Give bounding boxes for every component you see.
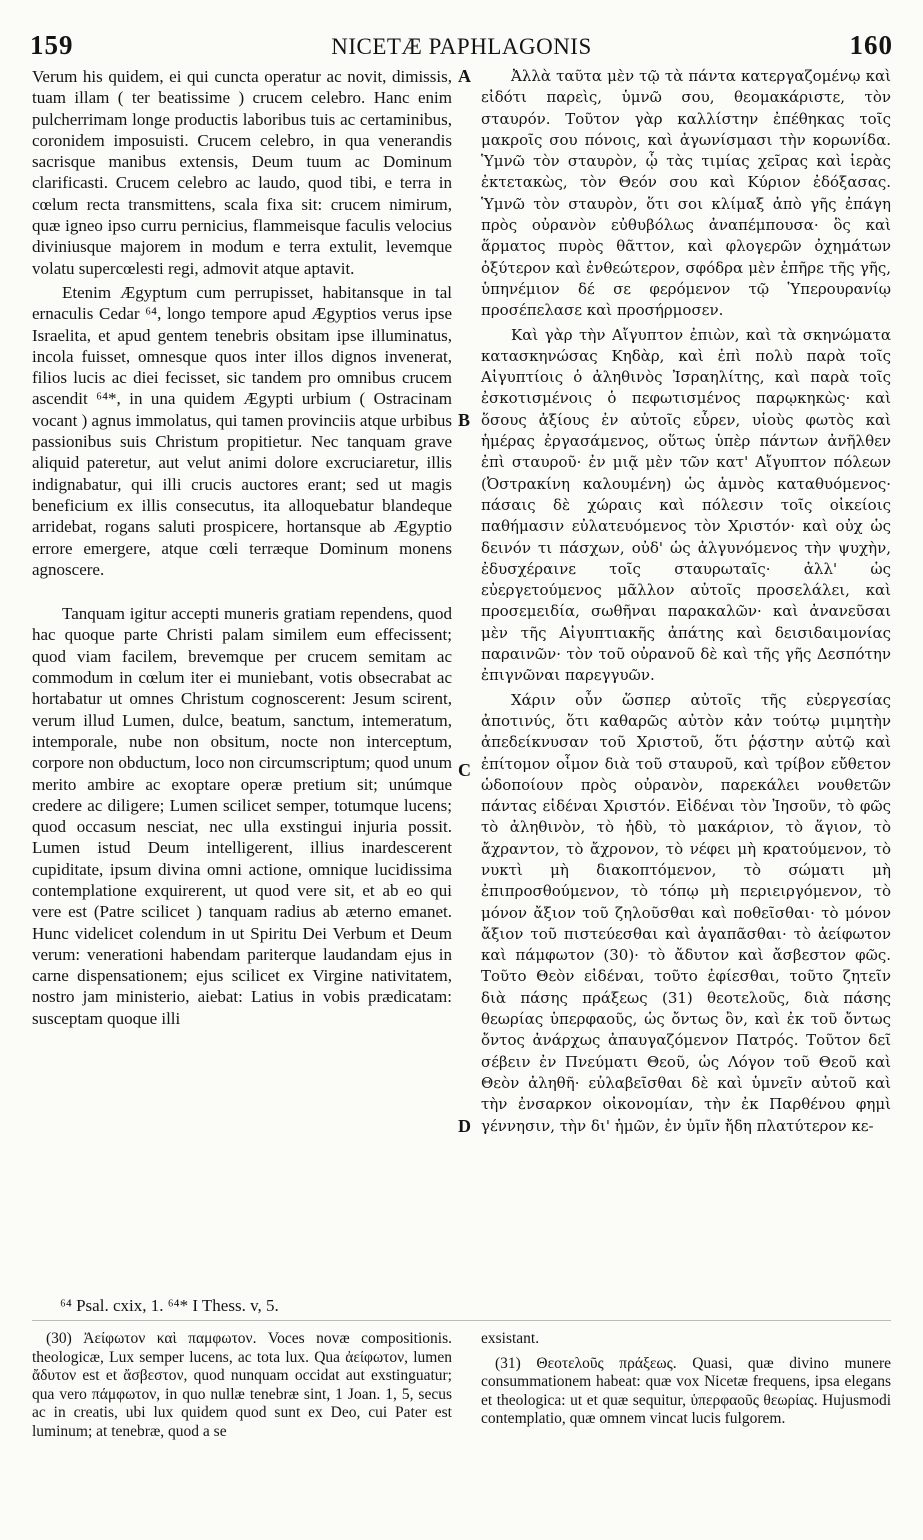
greek-paragraph-3: Χάριν οὖν ὥσπερ αὐτοῖς τῆς εὐεργεσίας ἀποτινύς, ὅτι καθαρῶς αὐτὸν κἀν τούτῳ μιμητὴν ἀπεδείκνυσαν τοῦ Χριστοῦ, ὅτι ῥᾴστην αὐτῷ καὶ ἐπίτομον οἶμον διὰ τοῦ σταυροῦ, καὶ τρίβον εὔθετον ὡδοποίουν πρὸς οὐρανὸν, παρεκάλει νουθετῶν πάντας εἰδέναι Χριστόν. Εἰδέναι τὸν Ἰησοῦν, τὸ φῶς τὸ ἀληθινὸν, τὸ ἡδὺ, τὸ μακάριον, τὸ ἅγιον, τὸ ἄχραντον, τὸ ἄχρονον, τὸ νέφει μὴ κρατούμενον, τὸ νυκτὶ μὴ διακοπτόμενον, τὸ σώματι μὴ ἐπιπροσθούμενον, τὸ τόπῳ μὴ περιειργόμενον, τὸ μόνον ἄξιον τοῦ ζηλοῦσθαι καὶ ποθεῖσθαι· τὸ μόνον ἄξιον τοῦ πιστεύεσθαι καὶ ἀγαπᾶσθαι· τὸ ἀείφωτον καὶ πάμφωτον (30)· τὸ ἄδυτον καὶ ἄσβεστον φῶς. Τοῦτο Θεὸν εἰδέναι, τοῦτο ἐφίεσθαι, τοῦτο ζητεῖν διὰ πάσης πράξεως (31) θεοτελοῦς, διὰ πάσης θεωρίας ὑπερφαοῦς, ὡς ὄντως ὂν, καὶ ἐκ τοῦ ὄντως ὄντος ἀνάρχως ἀπαυγαζόμενον Πατρός. Τοῦτον δεῖ σέβειν ἐν Πνεύματι Θεοῦ, ὡς Λόγον τοῦ Θεοῦ καὶ Θεὸν ἀληθῆ· εὐλαβεῖσθαι δὲ καὶ ὑμνεῖν αὐτοῦ καὶ τὴν ἐνσαρκον οἰκονομίαν, τὴν ἐκ Παρθένου φημὶ γέννησιν, τὴν δι' ἡμῶν, ἐν ὑμῖν ἤδη πλατύτερον κε- (481, 690, 891, 1135)
paragraph-gap (32, 583, 452, 603)
footnote-divider (32, 1320, 891, 1321)
greek-column (481, 66, 891, 1140)
notes-left-column (32, 1330, 452, 1441)
bible-references: ⁶⁴ Psal. cxix, 1. ⁶⁴* I Thess. v, 5. (60, 1296, 279, 1315)
note-30: (30) Ἀείφωτον καὶ παμφωτον. Voces novæ compositionis. theologicæ, Lux semper lucens, ac tota lux. Qua ἀείφωτον, lumen ἄδυτον est et ἄσβεστον, quod nunquam occidat aut exstinguatur; qua vero πάμφωτον, in quo nullæ tenebræ sint, 1 Joan. 1, 5, secus ac in creatis, ubi lux quidem quod sunt ex Deo, cui Pater est luminum; at tenebræ, quod a se (32, 1330, 452, 1440)
section-marker-d: D (458, 1116, 471, 1136)
page-number-left: 159 (30, 30, 74, 60)
latin-paragraph-3: Tanquam igitur accepti muneris gratiam rependens, quod hac quoque parte Christi palam similem eum effecissent; quod viam facilem, brevemque per crucem semitam ac commodum in cœlum iter ei muniebant, votis obsecrabat ac hortabatur ut omnes Christum cognoscerent: Jesum scirent, verum illud Lumen, dulce, beatum, sanctum, intemeratum, intemporale, nube non obsitum, nocte non interceptum, corpore non obductum, loco non circumscriptum; quod unum merito ambire ac exoptare operæ pretium sit; unúmque credere ac diligere; Lumen scilicet semper, totumque lucens; quod occasum nesciat, nec ulla exstingui injuria possit. Lumen istud Deum intelligerent, illius inardescerent cupiditate, ipsum divina omni actione, omnique lucidissima contemplatione exquirerent, ut quod vere sit, et ab eo qui vere est (Patre scilicet ) tanquam radius ab æterno emanet. Hunc videlicet colendum in ut Spiritu Dei Verbum et Deum verum: venerationi habendam pariterque laudandam ejus in carne dispensationem; ejus scilicet ex Virgine nativitatem, nostro jam ministerio, aiebat: Latius in vobis prædicatam: susceptam quoque illi (32, 604, 452, 1028)
latin-paragraph-1: Verum his quidem, ei qui cuncta operatur ac novit, dimissis, tuam illam ( ter beatissime ) crucem celebro. Hanc enim pulcherrimam longe productis laboribus tuis ac certaminibus, coronidem imposuisti. Crucem celebro, in qua venerandis sacrisque manibus extensis, Deum tuum ac Dominum clarificasti. Crucem celebro ac laudo, quod tibi, e terra in cœlum recta transmittens, scala fixa sit: crucem nimirum, quæ igneo ipso curru pernicius, flammeisque faculis velocius diviniusque majorem in modum e terra extulit, levemque volatu supercœlesti regi, admovit atque aptavit. (32, 67, 452, 278)
notes-right-column (481, 1330, 891, 1429)
section-marker-a: A (458, 66, 471, 86)
running-title: NICETÆ PAPHLAGONIS (331, 34, 592, 59)
page-header (30, 30, 893, 64)
note-continuation: exsistant. (481, 1330, 540, 1347)
page-number-right: 160 (849, 30, 893, 60)
greek-paragraph-2: Καὶ γὰρ τὴν Αἴγυπτον ἐπιὼν, καὶ τὰ σκηνώματα κατασκηνώσας Κηδὰρ, καὶ ἐπὶ πολὺ παρὰ τοῖς Αἰγυπτίοις ὁ ἀληθινὸς Ἰσραηλίτης, καὶ παρὰ τοῖς ἐσκοτισμένοις ὁ πεφωτισμένος παρῳκηκὼς· καὶ ὅσους ἀξίους ἐν αὐτοῖς εὗρεν, υἱοὺς φωτὸς καὶ ἡμέρας ἐργασάμενος, οὕτως ὑπὲρ πάντων ἀνῆλθεν ἐπὶ σταυροῦ· ἐν μιᾷ μὲν τῶν κατ' Αἴγυπτον πόλεων (Ὀστρακίνη καλουμένη) ὡς ἀμνὸς καταθυόμενος· πάσαις δὲ χώραις καὶ πόλεσιν τοῖς οἰκείοις παθήμασιν εὐλατευόμενος τὸν Χριστόν· καὶ οὐχ ὡς δεινόν τι πάσχων, οὐδ' ὡς ἀλγυνόμενος τὴν ψυχὴν, ἐδυσχέραινε τοῖς σταυρωταῖς· ἀλλ' ὡς εὐεργετούμενος μᾶλλον αὐτοῖς προσελάλει, καὶ προσεμειδία, σωθῆναι παρακαλῶν· καὶ ἀνανεῦσαι μὲν τῆς Αἰγυπτιακῆς ἀπάτης καὶ δεισιδαιμονίας παραινῶν· τὸν τοῦ οὐρανοῦ δὲ καὶ τῆς γῆς Δεσπότην ἐπιγνῶναι παρεγγυῶν. (481, 325, 891, 685)
section-marker-c: C (458, 760, 471, 780)
latin-column (32, 66, 452, 1032)
greek-paragraph-1: Ἀλλὰ ταῦτα μὲν τῷ τὰ πάντα κατεργαζομένῳ καὶ εἰδότι παρεὶς, ὑμνῶ σου, θεομακάριστε, τὸν σταυρόν. Τοῦτον γὰρ καλλίστην ἐπέθηκας τοῖς μακροῖς σου πόνοις, καὶ ἀγωνίσμασι τὴν κορωνίδα. Ὑμνῶ τὸν σταυρὸν, ᾧ τὰς τιμίας χεῖρας καὶ ἱερὰς ἐκτετακὼς, τὸν Θεόν σου καὶ Κύριον ἐδόξασας. Ὑμνῶ τὸν σταυρὸν, ὅτι σοι κλίμαξ ἀπὸ γῆς ἐπάγη πρὸς οὐρανὸν εὐθυβόλως ἀναπέμπουσα· ὃς καὶ ἅρματος πυρὸς θᾶττον, καὶ φλογερῶν ὀχημάτων ὀξύτερον καὶ ἐνθεώτερον, σφόδρα μὲν ἐπῆρε τῆς γῆς, ὑπηνέμιον δέ σε φερόμενον τῷ Ὑπερουρανίῳ προσέπελασε καὶ προσήρμοσεν. (481, 67, 891, 320)
note-31: (31) Θεοτελοῦς πράξεως. Quasi, quæ divino munere consummationem habeat: quæ vox Nicetæ frequens, ipsa elegans et theologica: ut et quæ sequitur, ὑπερφαοῦς θεωρίας. Hujusmodi contemplatio, quæ omnem vincat lucis fulgorem. (481, 1354, 891, 1427)
latin-paragraph-2: Etenim Ægyptum cum perrupisset, habitansque in tal ernaculis Cedar ⁶⁴, longo tempore apud Ægyptios verus ipse Israelita, et apud gentem tenebris obsitam ipse illuminatus, incola fuisset, omnesque quos inter illos dignos invenerat, filios lucis ac diei fecisset, sic tandem pro omnibus crucem ascendit ⁶⁴*, in una quidem Ægypti urbium ( Ostracinam vocant ) agnus immolatus, qui tamen provinciis atque urbibus passionibus suis Christum propitietur. Nec tanquam grave aliquid pateretur, aut velut animi dolore excruciaretur, illis indignabatur, qui illi crucis auctores erant; sed ut magis beneficium ex illis consecutus, ita alloquebatur blandeque arridebat, rogans saluti prospicere, hortansque ab Ægyptio errore emergere, atque cœli terræque Dominum monens agnoscere. (32, 282, 452, 579)
section-marker-b: B (458, 410, 471, 430)
